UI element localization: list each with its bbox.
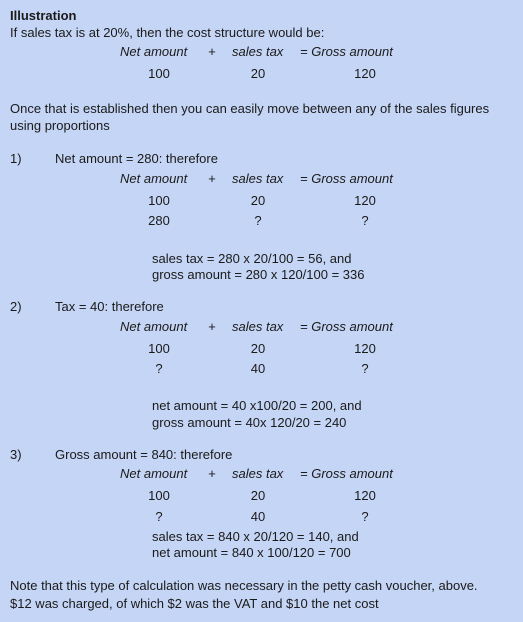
note-line-1: Note that this type of calculation was necessary in the petty cash voucher, above. [10,578,478,593]
example-1-header-plus: + [208,171,216,186]
example-1-row1-gross: 120 [354,193,376,208]
example-3-heading: Gross amount = 840: therefore [55,447,233,462]
example-2-header-gross: = Gross amount [300,319,393,334]
base-tax-value: 20 [250,66,266,81]
example-2-number: 2) [10,299,22,314]
example-2-row1-tax: 20 [250,341,266,356]
example-3-header-net: Net amount [120,466,188,481]
example-3-row2-net: ? [155,509,163,524]
example-2-row2-gross: ? [361,361,369,376]
header-gross-amount: = Gross amount [300,44,393,59]
example-2-heading: Tax = 40: therefore [55,299,164,314]
example-1-row2-tax: ? [254,213,262,228]
base-gross-value: 120 [354,66,376,81]
example-3-row2-gross: ? [361,509,369,524]
proportions-line-1: Once that is established then you can easily move between any of the sales figures [10,101,490,116]
proportions-line-2: using proportions [10,118,110,133]
example-3-number: 3) [10,447,22,462]
header-plus: + [208,44,216,59]
example-3-calc-2: net amount = 840 x 100/120 = 700 [152,545,351,560]
intro-text: If sales tax is at 20%, then the cost structure would be: [10,25,325,40]
example-1-row2-gross: ? [361,213,369,228]
header-net-amount: Net amount [120,44,188,59]
example-3-row2-tax: 40 [250,509,266,524]
example-1-row2-net: 280 [148,213,170,228]
example-2-calc-1: net amount = 40 x100/20 = 200, and [152,398,362,413]
example-1-calc-2: gross amount = 280 x 120/100 = 336 [152,267,365,282]
example-1-calc-1: sales tax = 280 x 20/100 = 56, and [152,251,352,266]
example-3-row1-gross: 120 [354,488,376,503]
example-3-header-plus: + [208,466,216,481]
example-2-header-tax: sales tax [232,319,284,334]
example-3-row1-tax: 20 [250,488,266,503]
example-1-header-tax: sales tax [232,171,284,186]
example-2-header-plus: + [208,319,216,334]
example-2-calc-2: gross amount = 40x 120/20 = 240 [152,415,347,430]
example-3-calc-1: sales tax = 840 x 20/120 = 140, and [152,529,359,544]
example-1-row1-tax: 20 [250,193,266,208]
example-3-row1-net: 100 [148,488,170,503]
example-1-number: 1) [10,151,22,166]
header-sales-tax: sales tax [232,44,284,59]
example-2-row2-tax: 40 [250,361,266,376]
example-2-header-net: Net amount [120,319,188,334]
example-1-header-net: Net amount [120,171,188,186]
example-3-header-gross: = Gross amount [300,466,393,481]
base-net-value: 100 [148,66,170,81]
example-1-heading: Net amount = 280: therefore [55,151,218,166]
example-2-row2-net: ? [155,361,163,376]
note-line-2: $12 was charged, of which $2 was the VAT and $10 the net cost [10,596,379,611]
page-title: Illustration [10,8,77,23]
example-1-row1-net: 100 [148,193,170,208]
example-2-row1-net: 100 [148,341,170,356]
example-1-header-gross: = Gross amount [300,171,393,186]
example-2-row1-gross: 120 [354,341,376,356]
example-3-header-tax: sales tax [232,466,284,481]
